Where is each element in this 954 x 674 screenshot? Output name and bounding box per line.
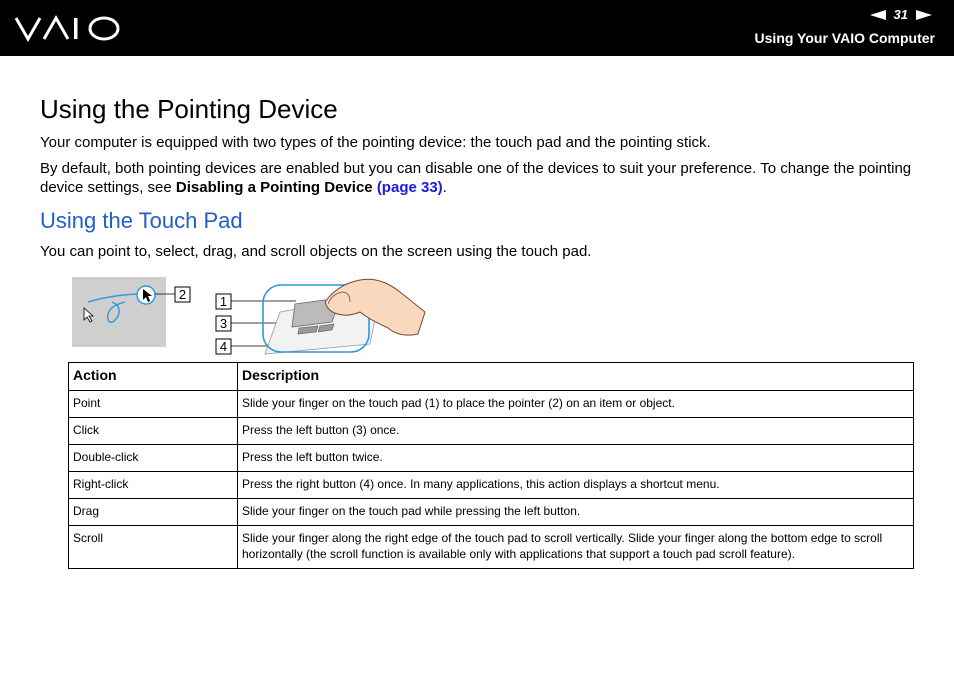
action-cell: Double-click (69, 445, 238, 472)
page-navigation (870, 7, 932, 22)
default-end: . (442, 179, 447, 196)
page-header (0, 0, 954, 56)
default-text: By default, both pointing devices are enabled but you can disable one of the devices to suit your preference. To change the pointing device settings, see (40, 160, 912, 196)
description-cell: Press the left button twice. (238, 445, 914, 472)
header-description: Description (238, 363, 914, 391)
table-row (69, 445, 914, 472)
next-page-arrow-icon[interactable] (916, 10, 932, 20)
table-row (69, 472, 914, 499)
intro-paragraph: Your computer is equipped with two types of the pointing device: the touch pad and the pointing stick. (40, 134, 711, 151)
svg-text:2: 2 (178, 287, 187, 302)
svg-text:3: 3 (219, 316, 228, 331)
touchpad-heading: Using the Touch Pad (40, 208, 243, 233)
table-row (69, 418, 914, 445)
svg-text:1: 1 (219, 294, 228, 309)
svg-text:4: 4 (219, 339, 228, 354)
table-row (69, 391, 914, 418)
touchpad-illustration (70, 272, 430, 358)
vaio-logo (14, 14, 122, 42)
header-action: Action (69, 363, 238, 391)
section-title: Using Your VAIO Computer (754, 30, 935, 46)
default-paragraph (40, 159, 920, 197)
description-cell: Slide your finger on the touch pad while pressing the left button. (238, 499, 914, 526)
description-cell: Slide your finger on the touch pad (1) to place the pointer (2) on an item or object. (238, 391, 914, 418)
page-title: Using the Pointing Device (40, 94, 338, 124)
touchpad-actions-table (68, 362, 914, 569)
page-number: 31 (893, 7, 908, 22)
table-row (69, 526, 914, 569)
disabling-reference: Disabling a Pointing Device (175, 179, 373, 196)
action-cell: Scroll (69, 526, 238, 569)
table-header-row (69, 363, 914, 391)
action-cell: Drag (69, 499, 238, 526)
action-cell: Point (69, 391, 238, 418)
prev-page-arrow-icon[interactable] (870, 10, 886, 20)
action-cell: Right-click (69, 472, 238, 499)
description-cell: Press the left button (3) once. (238, 418, 914, 445)
action-cell: Click (69, 418, 238, 445)
table-row (69, 499, 914, 526)
description-cell: Press the right button (4) once. In many applications, this action displays a shortcut menu. (238, 472, 914, 499)
description-cell: Slide your finger along the right edge of the touch pad to scroll vertically. Slide your finger along the bottom edge to scroll horizontally (the scroll function is available only with applications that support a touch pad scroll feature). (238, 526, 914, 569)
page-33-link[interactable]: (page 33) (376, 179, 443, 196)
touchpad-paragraph: You can point to, select, drag, and scroll objects on the screen using the touch pad. (40, 243, 592, 260)
